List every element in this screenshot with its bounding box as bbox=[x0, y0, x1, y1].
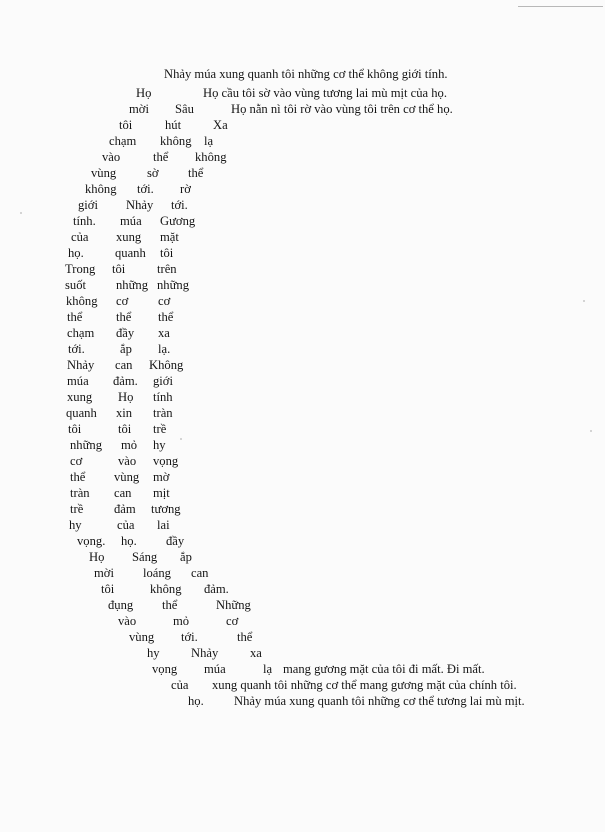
word: múa bbox=[120, 214, 142, 228]
word: lạ bbox=[204, 134, 214, 148]
word: tôi bbox=[118, 422, 132, 436]
word: thể bbox=[237, 630, 253, 644]
word: xung bbox=[67, 390, 93, 404]
word: không bbox=[66, 294, 98, 308]
word: mỏ bbox=[121, 438, 138, 452]
word: thể bbox=[188, 166, 204, 180]
word: tràn bbox=[70, 486, 90, 500]
word: của bbox=[71, 230, 89, 244]
word: Họ cầu tôi sờ vào vùng tương lai mù mịt của họ. bbox=[203, 86, 447, 100]
word: thể bbox=[70, 470, 86, 484]
scan-speck bbox=[583, 300, 585, 302]
word: vọng. bbox=[77, 534, 106, 548]
word: không bbox=[195, 150, 227, 164]
word: ắp bbox=[120, 342, 132, 356]
word: họ. bbox=[188, 694, 204, 708]
word: trề bbox=[70, 502, 84, 516]
word: cơ bbox=[226, 614, 239, 628]
word: Nhảy múa xung quanh tôi những cơ thể tương lai mù mịt. bbox=[234, 694, 525, 708]
word: quanh bbox=[66, 406, 97, 420]
word: hy bbox=[153, 438, 166, 452]
word: tính. bbox=[73, 214, 96, 228]
word: hy bbox=[69, 518, 82, 532]
word: xin bbox=[116, 406, 133, 420]
word: không bbox=[160, 134, 192, 148]
word: vùng bbox=[91, 166, 117, 180]
word: tính bbox=[153, 390, 173, 404]
word: những bbox=[70, 438, 103, 452]
word: tới. bbox=[171, 198, 188, 212]
word: hy bbox=[147, 646, 160, 660]
word: Sáng bbox=[132, 550, 158, 564]
word: xa bbox=[250, 646, 262, 660]
word: can bbox=[115, 358, 133, 372]
word: giới bbox=[78, 198, 98, 212]
word: đảm bbox=[114, 502, 136, 516]
word: vùng bbox=[114, 470, 140, 484]
word: trên bbox=[157, 262, 177, 276]
scan-speck bbox=[180, 438, 182, 440]
word: giới bbox=[153, 374, 173, 388]
word: đảm. bbox=[113, 374, 138, 388]
word: không bbox=[85, 182, 117, 196]
word: cơ bbox=[70, 454, 83, 468]
word: suốt bbox=[65, 278, 86, 292]
word: Nhảy bbox=[67, 358, 95, 372]
word: múa bbox=[204, 662, 226, 676]
word: Nhảy bbox=[191, 646, 219, 660]
word: mỏ bbox=[173, 614, 190, 628]
word: mịt bbox=[153, 486, 170, 500]
word: quanh bbox=[115, 246, 146, 260]
word: vùng bbox=[129, 630, 155, 644]
word: mang gương mặt của tôi đi mất. Đi mất. bbox=[283, 662, 485, 676]
word: múa bbox=[67, 374, 89, 388]
scan-speck bbox=[590, 430, 592, 432]
word: Họ bbox=[118, 390, 134, 404]
word: Trong bbox=[65, 262, 96, 276]
word: lạ bbox=[263, 662, 273, 676]
word: cơ bbox=[158, 294, 171, 308]
word: vọng bbox=[152, 662, 178, 676]
word: vọng bbox=[153, 454, 179, 468]
word: mờ bbox=[153, 470, 170, 484]
word: thể bbox=[116, 310, 132, 324]
word: những bbox=[157, 278, 190, 292]
word: lai bbox=[157, 518, 170, 532]
word: tôi bbox=[101, 582, 115, 596]
word: Gương bbox=[160, 214, 196, 228]
word: trề bbox=[153, 422, 167, 436]
word: tôi bbox=[112, 262, 126, 276]
scan-speck bbox=[20, 212, 22, 214]
word: can bbox=[114, 486, 132, 500]
word: thể bbox=[162, 598, 178, 612]
word: thể bbox=[158, 310, 174, 324]
word: họ. bbox=[68, 246, 84, 260]
word: Họ nằn nì tôi rờ vào vùng tôi trên cơ thể họ. bbox=[231, 102, 453, 116]
word: ắp bbox=[180, 550, 192, 564]
word: thể bbox=[67, 310, 83, 324]
word: của bbox=[117, 518, 135, 532]
word: Những bbox=[216, 598, 251, 612]
word: tôi bbox=[119, 118, 133, 132]
word: Họ bbox=[89, 550, 105, 564]
word: vào bbox=[118, 614, 137, 628]
word: chạm bbox=[109, 134, 137, 148]
word: đầy bbox=[116, 326, 135, 340]
word: tương bbox=[151, 502, 181, 516]
word: cơ bbox=[116, 294, 129, 308]
word: đầy bbox=[166, 534, 185, 548]
word: không bbox=[150, 582, 182, 596]
word: đảm. bbox=[204, 582, 229, 596]
word: mặt bbox=[160, 230, 179, 244]
word: Không bbox=[149, 358, 184, 372]
word: mời bbox=[94, 566, 114, 580]
word: tràn bbox=[153, 406, 173, 420]
word: mời bbox=[129, 102, 149, 116]
word: rờ bbox=[180, 182, 191, 196]
word: tôi bbox=[160, 246, 174, 260]
word: của bbox=[171, 678, 189, 692]
word: họ. bbox=[121, 534, 137, 548]
word: thể bbox=[153, 150, 169, 164]
word: can bbox=[191, 566, 209, 580]
word: Xa bbox=[213, 118, 228, 132]
word: Sâu bbox=[175, 102, 194, 116]
word: tới. bbox=[181, 630, 198, 644]
word: tới. bbox=[137, 182, 154, 196]
word: đụng bbox=[108, 598, 134, 612]
word: Nhảy bbox=[126, 198, 154, 212]
word: lạ. bbox=[158, 342, 171, 356]
word: xa bbox=[158, 326, 170, 340]
word: Họ bbox=[136, 86, 152, 100]
word: vào bbox=[102, 150, 121, 164]
word: hút bbox=[165, 118, 182, 132]
poem-line: Nhảy múa xung quanh tôi những cơ thể không giới tính. bbox=[164, 67, 448, 81]
word: vào bbox=[118, 454, 137, 468]
word: loáng bbox=[143, 566, 171, 580]
word: xung bbox=[116, 230, 142, 244]
word: xung quanh tôi những cơ thể mang gương mặt của chính tôi. bbox=[212, 678, 517, 692]
word: tới. bbox=[68, 342, 85, 356]
word: sờ bbox=[147, 166, 159, 180]
word: chạm bbox=[67, 326, 95, 340]
word: những bbox=[116, 278, 149, 292]
scan-edge-mark bbox=[518, 6, 603, 7]
word: tôi bbox=[68, 422, 82, 436]
